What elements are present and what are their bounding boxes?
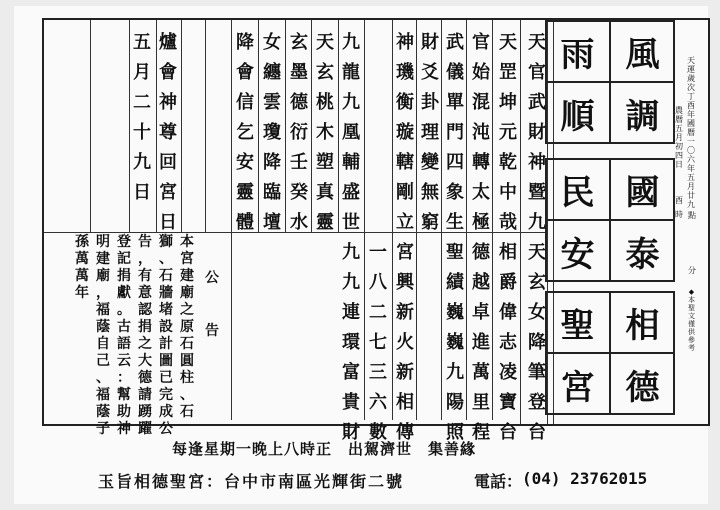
verse-column-7: 玄 墨 德 衍 壬 癸 水 bbox=[290, 32, 308, 233]
notice-line-4: 登 記 捐 獻 。 古 語 云 ： 幫 助 神 bbox=[117, 234, 131, 437]
date-annotation-hour: 酉 bbox=[675, 196, 683, 205]
lower-verse-column-5: 九 九 連 環 富 貴 財 bbox=[342, 242, 360, 443]
verse-column-8: 女 纏 雲 瓊 降 臨 壇 bbox=[263, 32, 281, 233]
footer-phone: (04) 23762015 bbox=[522, 469, 648, 488]
date-annotation-dian: 點 bbox=[688, 211, 696, 220]
verse-column-6: 天 玄 桃 木 塑 真 靈 bbox=[316, 32, 334, 233]
footer-schedule: 每逢星期一晚上八時正 出駕濟世 集善緣 bbox=[172, 440, 477, 458]
date-annotation-main: 天 運 歲 次 丁 酉 年 國 曆 一 〇 六 年 五 月 廿 九 bbox=[687, 56, 695, 209]
seal-character: 宮 bbox=[545, 353, 610, 415]
date-annotation-shi: 時 bbox=[675, 210, 683, 219]
couplet-left-column: 天 罡 坤 元 乾 中 哉 相 爵 偉 志 凌 寶 台 bbox=[499, 32, 517, 443]
footer-phone-label: 電話： bbox=[474, 472, 523, 491]
lower-verse-column-2: 聖 績 巍 巍 九 陽 照 bbox=[446, 242, 464, 443]
notice-line-3: 告 ， 有 意 認 捐 之 大 德 請 踴 躍 bbox=[138, 234, 152, 437]
notice-line-1: 本 宮 建 廟 之 原 石 圓 柱 、 石 bbox=[180, 234, 194, 420]
couplet-right-column: 天 官 武 財 神 暨 九 天 玄 女 降 筆 登 台 bbox=[528, 32, 546, 443]
seal-character: 調 bbox=[610, 82, 675, 144]
attribution-note: ◆ 本 聖 文 僅 供 參 考 bbox=[688, 288, 695, 352]
notice-line-2: 獅 、 石 牆 堵 設 計 圖 已 完 成 公 bbox=[159, 234, 173, 437]
seal-character: 風 bbox=[610, 20, 675, 82]
notice-title: 公 告 bbox=[205, 270, 219, 339]
date-row-column: 五 月 二 十 九 日 bbox=[133, 32, 151, 203]
seal-character: 德 bbox=[610, 353, 675, 415]
date-annotation-lunar: 農 曆 五 月 初 四 日 bbox=[675, 106, 683, 169]
lower-verse-column-4: 一 八 二 七 三 六 數 bbox=[369, 242, 387, 443]
seal-character: 聖 bbox=[545, 291, 610, 353]
seal-character: 國 bbox=[610, 158, 675, 220]
notice-line-6: 孫 萬 萬 年 bbox=[75, 234, 89, 301]
seal-character: 順 bbox=[545, 82, 610, 144]
seal-character: 安 bbox=[545, 220, 610, 282]
seal-character: 雨 bbox=[545, 20, 610, 82]
verse-column-2: 武 儀 單 門 四 象 生 bbox=[446, 32, 464, 233]
verse-column-9: 降 會 信 乞 安 靈 體 bbox=[236, 32, 254, 233]
seal-character: 相 bbox=[610, 291, 675, 353]
seal-character: 泰 bbox=[610, 220, 675, 282]
lower-verse-column-1: 德 越 卓 進 萬 里 程 bbox=[472, 242, 490, 443]
lower-verse-column-3: 宮 興 新 火 新 相 傳 bbox=[396, 242, 414, 443]
verse-column-4: 神 璣 衡 璇 轄 剛 立 bbox=[396, 32, 414, 233]
verse-column-3: 財 爻 卦 理 變 無 窮 bbox=[421, 32, 439, 233]
date-column: 爐 會 神 尊 回 宮 日 bbox=[159, 32, 177, 233]
notice-line-5: 明 建 廟 ， 福 蔭 自 己 、 福 蔭 子 bbox=[96, 234, 110, 437]
verse-column-5: 九 龍 九 凰 輔 盛 世 bbox=[342, 32, 360, 233]
seal-character: 民 bbox=[545, 158, 610, 220]
document-sheet bbox=[14, 6, 708, 504]
verse-column-1: 官 始 混 沌 轉 太 極 bbox=[472, 32, 490, 233]
footer-temple-address: 玉旨相德聖宮：台中市南區光輝街二號 bbox=[98, 472, 405, 491]
date-annotation-fen: 分 bbox=[688, 266, 696, 275]
